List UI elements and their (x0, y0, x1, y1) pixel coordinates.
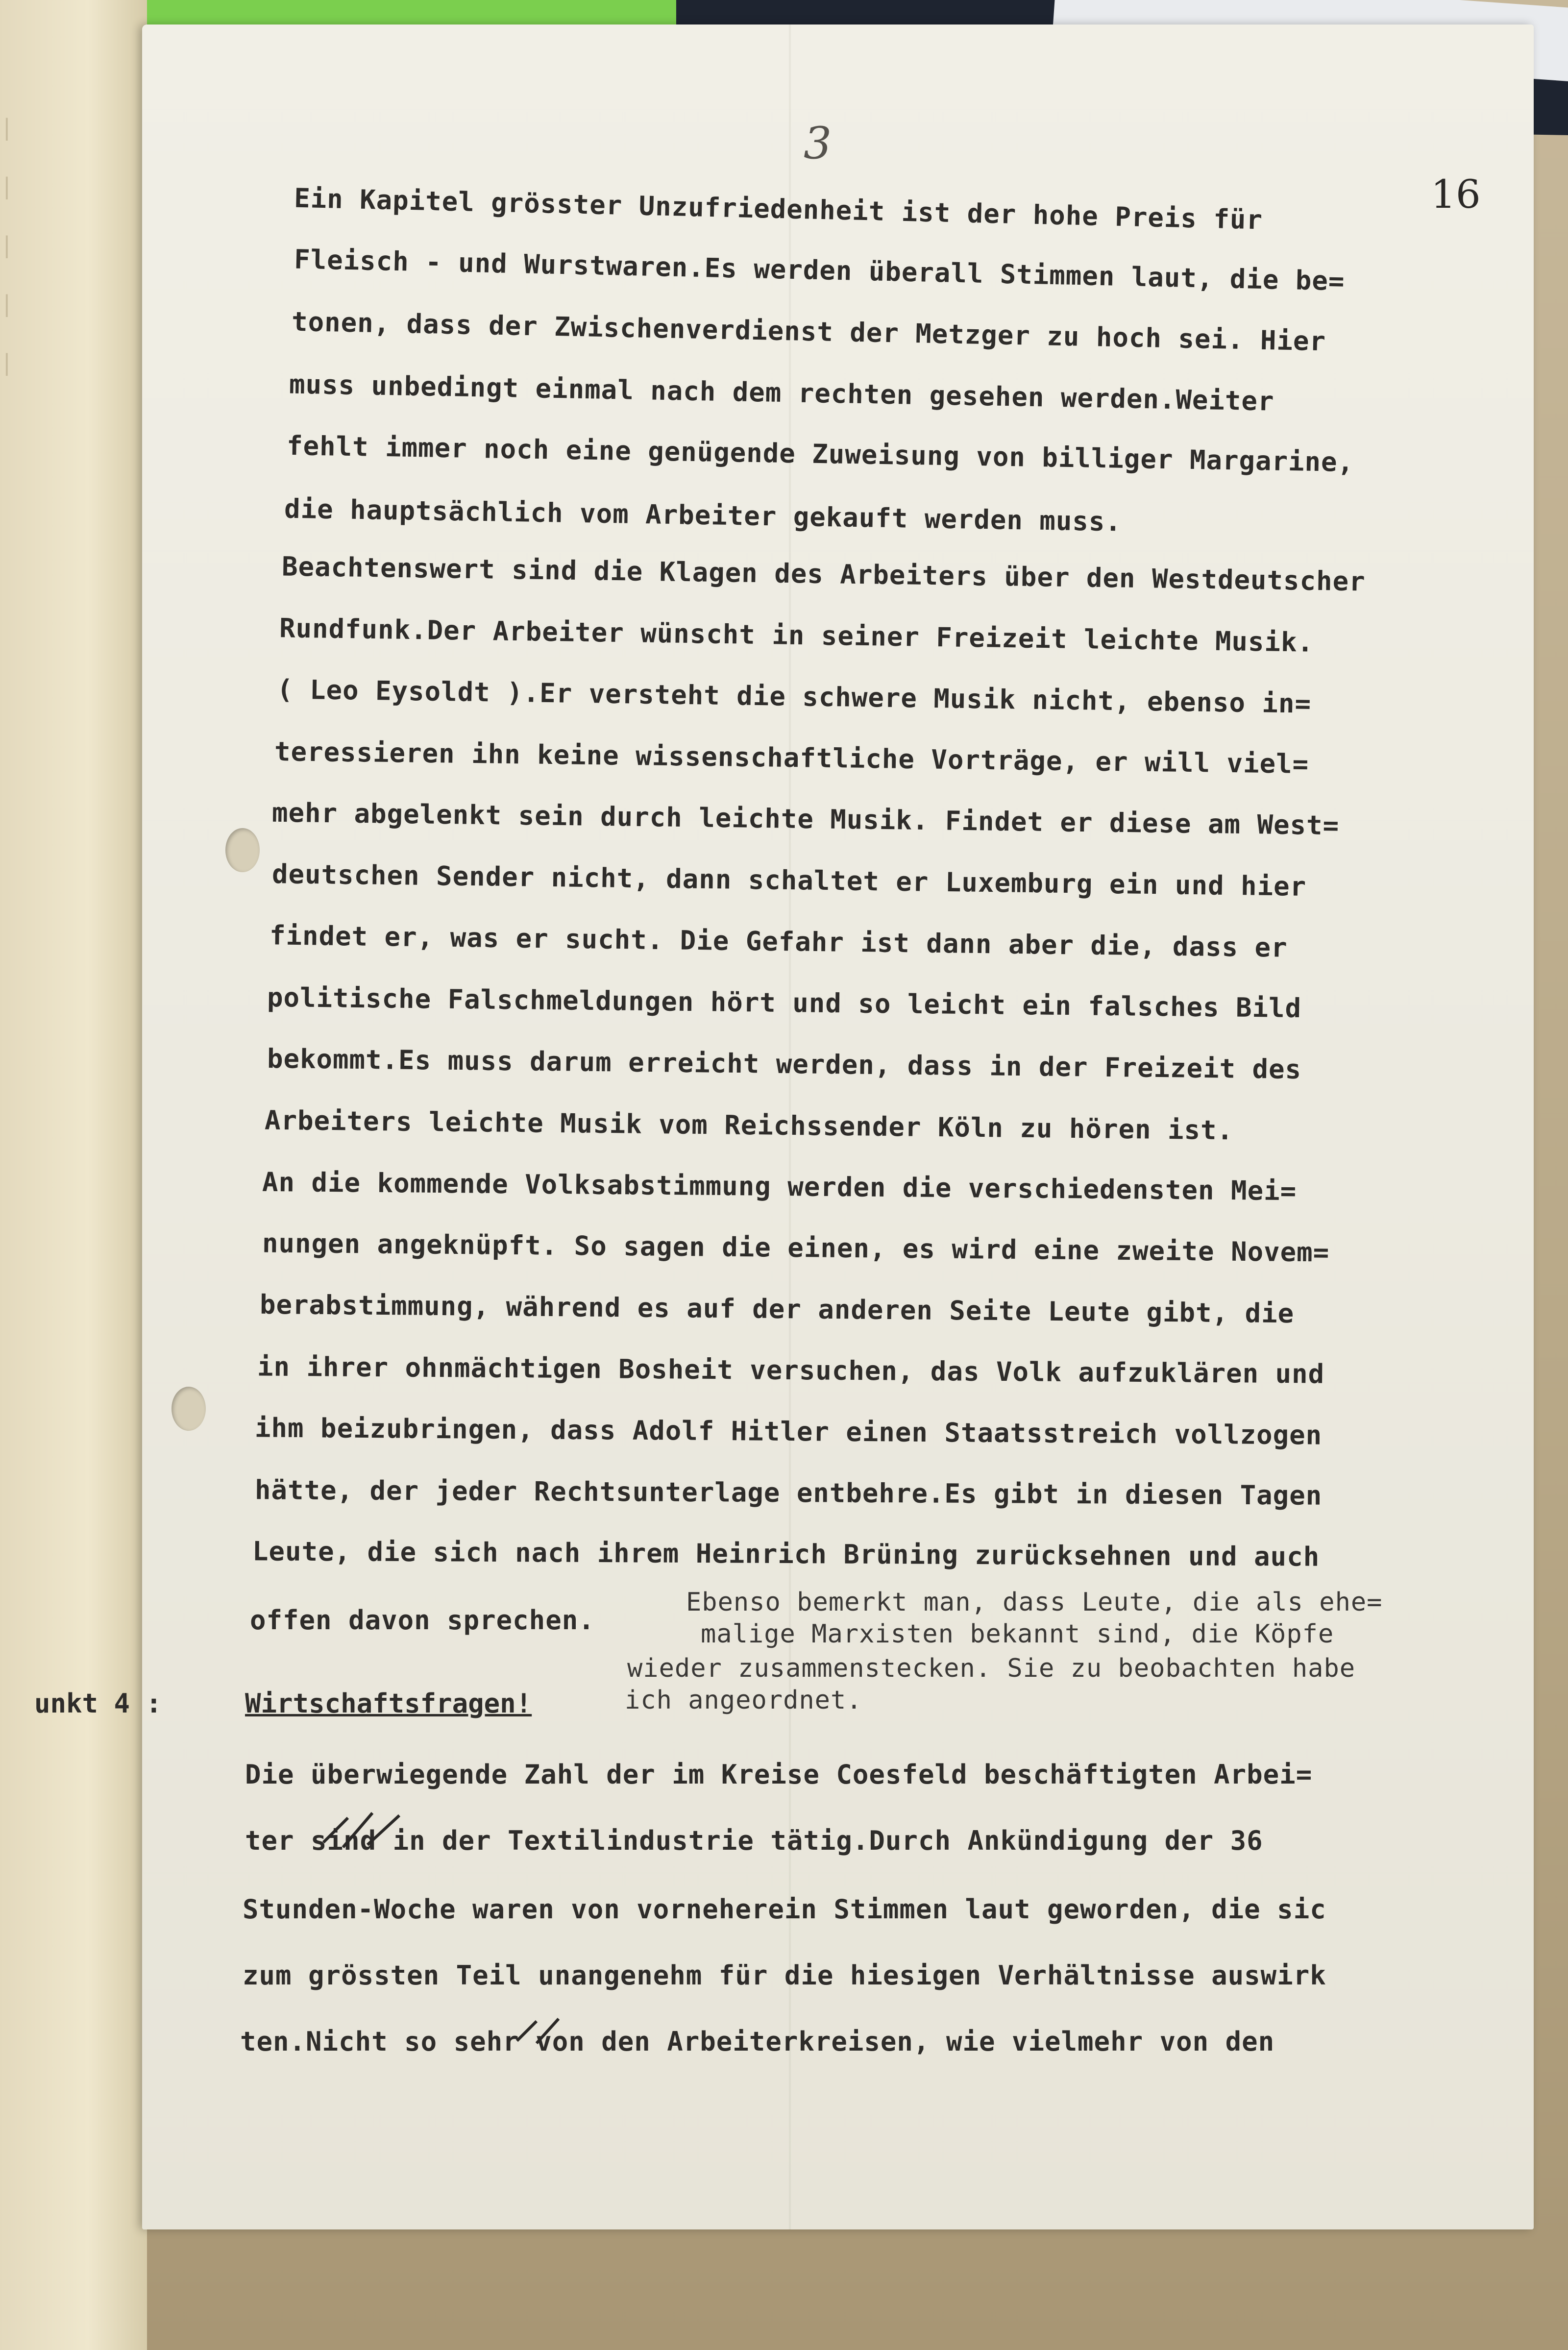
text-line: Leute, die sich nach ihrem Heinrich Brüning zurücksehnen und auch (252, 1536, 1320, 1572)
text-line: mehr abgelenkt sein durch leichte Musik. Findet er diese am West= (271, 797, 1340, 841)
section-line: ter sind in der Textilindustrie tätig.Durch Ankündigung der 36 (245, 1825, 1263, 1856)
section-line: zum grössten Teil unangenehm für die hiesigen Verhältnisse auswirk (243, 1960, 1326, 1991)
punch-hole-upper (225, 828, 260, 872)
handwritten-page-mark: 3 (804, 118, 832, 169)
text-line: Ein Kapitel grösster Unzufriedenheit ist der hohe Preis für (294, 182, 1263, 236)
text-line: die hauptsächlich vom Arbeiter gekauft werden muss. (284, 493, 1122, 538)
inserted-line: ich angeordnet. (625, 1686, 862, 1715)
section-line: Die überwiegende Zahl der im Kreise Coesfeld beschäftigten Arbei= (245, 1759, 1313, 1790)
inserted-line: malige Marxisten bekannt sind, die Köpfe (701, 1619, 1334, 1649)
inserted-line: wieder zusammenstecken. Sie zu beobachten habe (627, 1654, 1356, 1683)
text-line: An die kommende Volksabstimmung werden die verschiedensten Mei= (262, 1166, 1297, 1207)
text-line: Arbeiters leichte Musik vom Reichssender Köln zu hören ist. (264, 1104, 1234, 1146)
text-line: bekommt.Es muss darum erreicht werden, dass in der Freizeit des (267, 1043, 1302, 1085)
section-heading: Wirtschaftsfragen! (245, 1688, 532, 1719)
text-line: Beachtenswert sind die Klagen des Arbeiters über den Westdeutscher (281, 551, 1366, 597)
text-line: in ihrer ohnmächtigen Bosheit versuchen, das Volk aufzuklären und (257, 1351, 1325, 1390)
text-line: ( Leo Eysoldt ).Er versteht die schwere Musik nicht, ebenso in= (276, 674, 1312, 719)
text-line: nungen angeknüpft. So sagen die einen, es wird eine zweite Novem= (262, 1227, 1330, 1268)
text-line: deutschen Sender nicht, dann schaltet er Luxemburg ein und hier (271, 858, 1307, 902)
text-line: Fleisch - und Wurstwaren.Es werden überall Stimmen laut, die be= (294, 244, 1346, 297)
left-page-bleed: | | | | | (0, 114, 14, 376)
section-line: ten.Nicht so sehr von den Arbeiterkreisen, wie vielmehr von den (240, 2026, 1275, 2057)
text-line: politische Falschmeldungen hört und so leicht ein falsches Bild (267, 981, 1302, 1024)
inserted-line: Ebenso bemerkt man, dass Leute, die als ehe= (686, 1588, 1383, 1617)
text-line: offen davon sprechen. (250, 1605, 595, 1636)
section-label: unkt 4 : (34, 1688, 162, 1719)
text-line: hätte, der jeder Rechtsunterlage entbehre.Es gibt in diesen Tagen (254, 1474, 1323, 1511)
text-line: tonen, dass der Zwischenverdienst der Metzger zu hoch sei. Hier (291, 306, 1326, 357)
text-line: muss unbedingt einmal nach dem rechten gesehen werden.Weiter (289, 368, 1275, 417)
page-number: 16 (1431, 171, 1481, 217)
handwritten-strike-mark (318, 1808, 407, 1852)
punch-hole-lower (172, 1387, 206, 1431)
text-line: Rundfunk.Der Arbeiter wünscht in seiner Freizeit leichte Musik. (279, 612, 1314, 658)
section-line: Stunden-Woche waren von vorneherein Stimmen laut geworden, die sic (243, 1894, 1326, 1925)
text-line: berabstimmung, während es auf der anderen Seite Leute gibt, die (259, 1289, 1295, 1329)
text-line: fehlt immer noch eine genügende Zuweisung von billiger Margarine, (286, 430, 1354, 478)
text-line: ihm beizubringen, dass Adolf Hitler einen Staatsstreich vollzogen (254, 1412, 1323, 1451)
text-line: findet er, was er sucht. Die Gefahr ist dann aber die, dass er (269, 920, 1288, 963)
handwritten-strike-mark (510, 2009, 568, 2053)
left-page (0, 0, 147, 2350)
text-line: teressieren ihn keine wissenschaftliche Vorträge, er will viel= (274, 736, 1309, 780)
